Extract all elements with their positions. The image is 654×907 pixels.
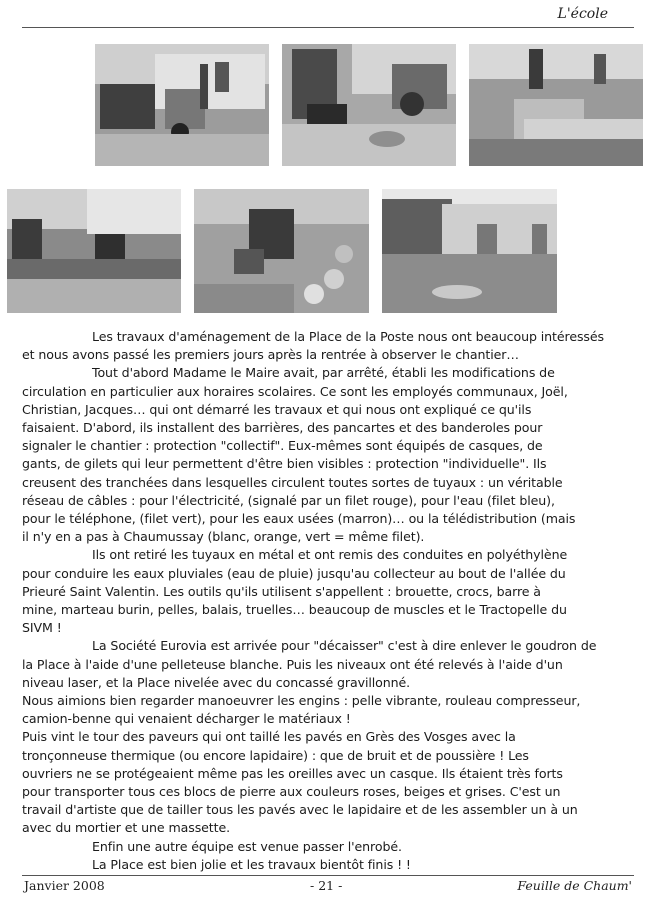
text-line: creusent des tranchées dans lesquelles circulent toutes sortes de tuyaux : un véritable — [22, 474, 563, 490]
text-line: niveau laser, et la Place nivelée avec du concassé gravillonné. — [22, 674, 411, 690]
text-line: Nous aimions bien regarder manoeuvrer les engins : pelle vibrante, rouleau compresseur, — [22, 693, 581, 709]
text-line: travail d'artiste que de tailler tous les pavés avec le lapidaire et de les assembler un à un — [22, 802, 578, 818]
photo-vibrating-plate — [282, 44, 456, 166]
text-line: pour transporter tous ces blocs de pierre aux couleurs roses, beiges et grises. C'est un — [22, 784, 561, 800]
text-line: Christian, Jacques… qui ont démarré les travaux et qui nous ont expliqué ce qu'ils — [22, 401, 532, 417]
text-line: réseau de câbles : pour l'électricité, (signalé par un filet rouge), pour l'eau (filet bleu), — [22, 492, 555, 508]
photo-tractor-yard — [95, 44, 269, 166]
footer-date: Janvier 2008 — [24, 878, 105, 893]
text-line: pour le téléphone, (filet vert), pour les eaux usées (marron)… ou la télédistribution (mais — [22, 511, 576, 527]
text-line: avec du mortier et une massette. — [22, 820, 231, 836]
section-title: L'école — [557, 6, 608, 22]
text-line: il n'y en a pas à Chaumussay (blanc, orange, vert = même filet). — [22, 529, 425, 545]
page-number: - 21 - — [310, 878, 343, 893]
text-line: SIVM ! — [22, 620, 62, 636]
text-line: camion-benne qui venaient décharger le matériaux ! — [22, 711, 351, 727]
text-line: gants, de gilets qui leur permettent d'être bien visibles : protection "individuelle". Ils — [22, 456, 547, 472]
article-body — [22, 328, 634, 874]
text-line: tronçonneuse thermique (ou encore lapidaire) : que de bruit et de poussière ! Les — [22, 747, 529, 763]
photo-square-finished — [382, 189, 557, 313]
text-line: Puis vint le tour des paveurs qui ont taillé les pavés en Grès des Vosges avec la — [22, 729, 516, 745]
text-line: mine, marteau burin, pelles, balais, truelles… beaucoup de muscles et le Tractopelle du — [22, 602, 567, 618]
text-line: faisaient. D'abord, ils installent des barrières, des pancartes et des banderoles pour — [22, 420, 543, 436]
photo-workers-ground — [7, 189, 181, 313]
header-divider — [22, 27, 634, 28]
text-line: Enfin une autre équipe est venue passer l'enrobé. — [92, 838, 402, 854]
text-line: la Place à l'aide d'une pelleteuse blanche. Puis les niveaux ont été relevés à l'aide d'un — [22, 656, 563, 672]
text-line: La Société Eurovia est arrivée pour "décaisser" c'est à dire enlever le goudron de — [92, 638, 597, 654]
text-line: Prieuré Saint Valentin. Les outils qu'ils utilisent s'appellent : brouette, crocs, barre à — [22, 583, 541, 599]
photo-stone-cutting — [194, 189, 369, 313]
publication-name: Feuille de Chaum' — [517, 878, 632, 893]
text-line: pour conduire les eaux pluviales (eau de pluie) jusqu'au collecteur au bout de l'allée du — [22, 565, 566, 581]
text-line: Ils ont retiré les tuyaux en métal et ont remis des conduites en polyéthylène — [92, 547, 568, 563]
text-line: Tout d'abord Madame le Maire avait, par arrêté, établi les modifications de — [92, 365, 555, 381]
photo-paving-stones — [469, 44, 643, 166]
text-line: La Place est bien jolie et les travaux bientôt finis ! ! — [92, 856, 411, 872]
footer-divider — [22, 875, 634, 876]
text-line: circulation en particulier aux horaires scolaires. Ce sont les employés communaux, Joël, — [22, 383, 568, 399]
text-line: et nous avons passé les premiers jours après la rentrée à observer le chantier… — [22, 347, 519, 363]
text-line: Les travaux d'aménagement de la Place de la Poste nous ont beaucoup intéressés — [92, 329, 604, 344]
text-line: ouvriers ne se protégeaient même pas les oreilles avec un casque. Ils étaient très forts — [22, 765, 563, 781]
text-line: signaler le chantier : protection "collectif". Eux-mêmes sont équipés de casques, de — [22, 438, 543, 454]
